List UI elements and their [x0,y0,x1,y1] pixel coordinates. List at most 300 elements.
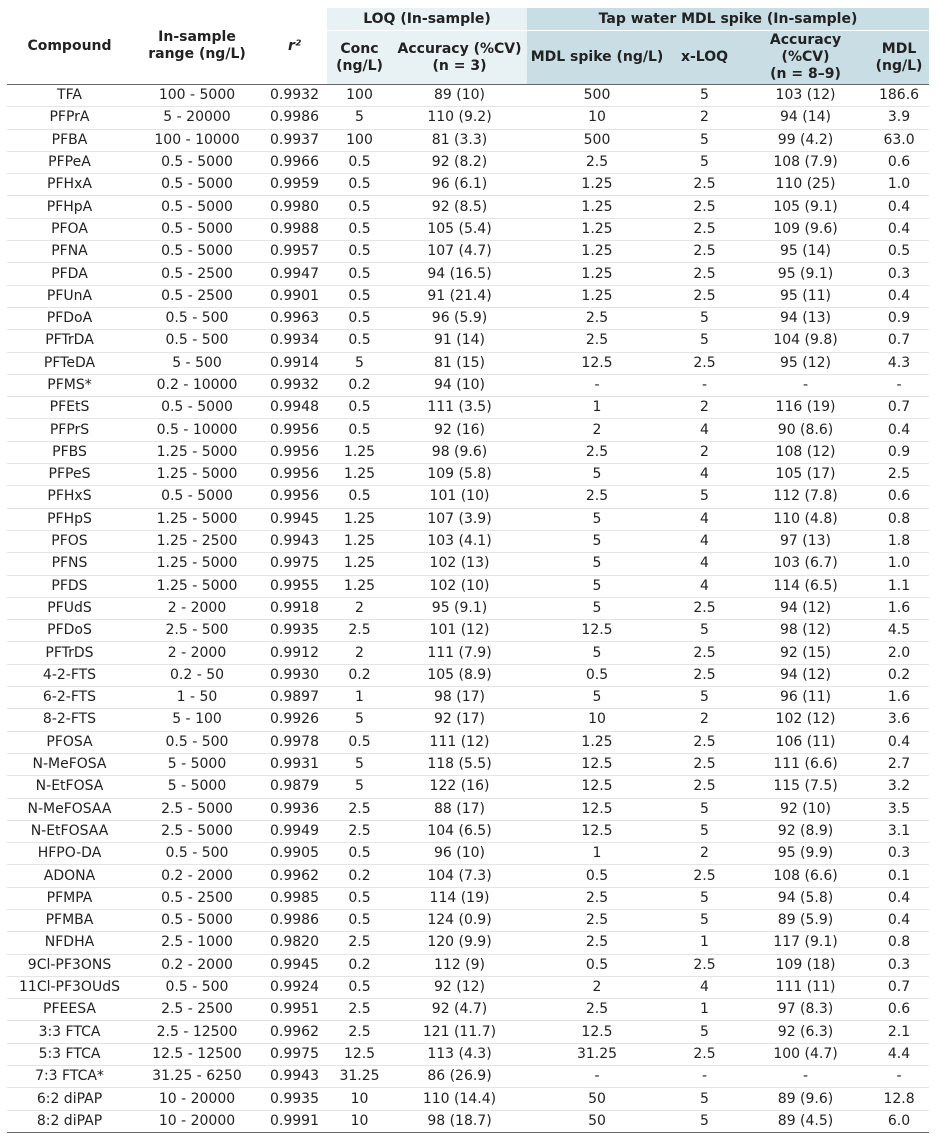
loq-conc-cell: 12.5 [327,1043,392,1065]
xloq-cell: 5 [667,687,742,709]
r2-cell: 0.9962 [262,865,327,887]
mdl-cell: 0.6 [869,999,929,1021]
loq-conc-cell: 1.25 [327,530,392,552]
mdl-cell: 4.3 [869,352,929,374]
tap-accuracy-cell: 104 (9.8) [742,330,869,352]
loq-conc-cell: 0.5 [327,330,392,352]
range-cell: 1.25 - 5000 [132,508,262,530]
range-cell: 2.5 - 500 [132,620,262,642]
loq-conc-cell: 0.2 [327,374,392,396]
mdl-spike-cell: 1 [527,843,667,865]
xloq-cell: 5 [667,486,742,508]
range-cell: 0.2 - 2000 [132,865,262,887]
mdl-spike-cell: 10 [527,107,667,129]
range-cell: 0.5 - 500 [132,307,262,329]
header-accuracy-tap-line1: Accuracy (%CV) [769,32,842,65]
table-row [7,753,929,775]
r2-cell: 0.9959 [262,174,327,196]
compound-cell: N-MeFOSA [7,753,132,775]
r2-cell: 0.9956 [262,441,327,463]
loq-conc-cell: 0.2 [327,954,392,976]
table-row [7,263,929,285]
loq-accuracy-cell: 94 (16.5) [392,263,527,285]
range-cell: 5 - 5000 [132,776,262,798]
mdl-spike-cell: 5 [527,575,667,597]
table-row [7,776,929,798]
range-cell: 0.5 - 2500 [132,263,262,285]
mdl-spike-cell: 1.25 [527,218,667,240]
mdl-spike-cell: 10 [527,709,667,731]
range-cell: 100 - 5000 [132,85,262,107]
loq-accuracy-cell: 103 (4.1) [392,530,527,552]
compound-cell: PFPeA [7,151,132,173]
compound-cell: PFEtS [7,397,132,419]
xloq-cell: 5 [667,85,742,107]
mdl-spike-cell: 5 [527,530,667,552]
tap-accuracy-cell: 89 (4.5) [742,1110,869,1132]
mdl-spike-cell: 12.5 [527,820,667,842]
mdl-cell: 0.7 [869,330,929,352]
mdl-cell: 1.8 [869,530,929,552]
mdl-cell: 0.4 [869,731,929,753]
xloq-cell: 5 [667,307,742,329]
range-cell: 5 - 5000 [132,753,262,775]
mdl-cell: 0.9 [869,307,929,329]
range-cell: 2.5 - 1000 [132,932,262,954]
range-cell: 5 - 500 [132,352,262,374]
header-compound: Compound [7,8,132,85]
table-row [7,887,929,909]
compound-cell: PFOS [7,530,132,552]
mdl-cell: 3.1 [869,820,929,842]
compound-cell: NFDHA [7,932,132,954]
loq-accuracy-cell: 111 (3.5) [392,397,527,419]
xloq-cell: 5 [667,1110,742,1132]
r2-cell: 0.9975 [262,1043,327,1065]
compound-cell: PFOSA [7,731,132,753]
xloq-cell: 2.5 [667,731,742,753]
loq-conc-cell: 0.5 [327,976,392,998]
xloq-cell: 4 [667,976,742,998]
table-row [7,1043,929,1065]
r2-cell: 0.9934 [262,330,327,352]
compound-cell: 7:3 FTCA* [7,1066,132,1088]
loq-accuracy-cell: 121 (11.7) [392,1021,527,1043]
range-cell: 0.5 - 500 [132,330,262,352]
loq-accuracy-cell: 86 (26.9) [392,1066,527,1088]
mdl-cell: 0.4 [869,218,929,240]
table-row [7,1088,929,1110]
xloq-cell: 4 [667,508,742,530]
compound-cell: 11Cl-PF3OUdS [7,976,132,998]
loq-accuracy-cell: 112 (9) [392,954,527,976]
mdl-spike-cell: 2.5 [527,441,667,463]
mdl-cell: 63.0 [869,129,929,151]
tap-accuracy-cell: 95 (12) [742,352,869,374]
mdl-spike-cell: 0.5 [527,865,667,887]
tap-accuracy-cell: 108 (6.6) [742,865,869,887]
loq-accuracy-cell: 92 (17) [392,709,527,731]
range-cell: 0.5 - 5000 [132,218,262,240]
loq-conc-cell: 0.5 [327,263,392,285]
range-cell: 5 - 100 [132,709,262,731]
table-row [7,843,929,865]
header-accuracy-tap [742,31,869,85]
loq-conc-cell: 0.5 [327,174,392,196]
tap-accuracy-cell: 97 (8.3) [742,999,869,1021]
loq-conc-cell: 2.5 [327,932,392,954]
loq-accuracy-cell: 111 (12) [392,731,527,753]
loq-accuracy-cell: 104 (6.5) [392,820,527,842]
xloq-cell: 5 [667,1021,742,1043]
mdl-spike-cell: 2.5 [527,486,667,508]
tap-accuracy-cell: 94 (12) [742,664,869,686]
table-row [7,820,929,842]
tap-accuracy-cell: - [742,374,869,396]
xloq-cell: 5 [667,798,742,820]
mdl-spike-cell: 5 [527,553,667,575]
mdl-cell: - [869,1066,929,1088]
mdl-cell: 3.6 [869,709,929,731]
mdl-cell: 2.0 [869,642,929,664]
loq-accuracy-cell: 95 (9.1) [392,597,527,619]
r2-cell: 0.9943 [262,1066,327,1088]
compound-cell: PFTrDS [7,642,132,664]
mdl-spike-cell: 5 [527,464,667,486]
loq-conc-cell: 1.25 [327,508,392,530]
range-cell: 0.5 - 10000 [132,419,262,441]
r2-cell: 0.9937 [262,129,327,151]
mdl-cell: 0.3 [869,263,929,285]
mdl-spike-cell: 50 [527,1110,667,1132]
xloq-cell: 2.5 [667,241,742,263]
loq-conc-cell: 10 [327,1110,392,1132]
compound-cell: N-MeFOSAA [7,798,132,820]
header-mdl: MDL (ng/L) [869,31,929,85]
table-row [7,709,929,731]
range-cell: 2 - 2000 [132,642,262,664]
table-row [7,909,929,931]
mdl-cell: 1.0 [869,553,929,575]
range-cell: 2 - 2000 [132,597,262,619]
range-cell: 2.5 - 5000 [132,798,262,820]
compound-cell: PFUnA [7,285,132,307]
loq-conc-cell: 1.25 [327,575,392,597]
range-cell: 0.5 - 5000 [132,486,262,508]
tap-accuracy-cell: 95 (9.1) [742,263,869,285]
header-conc: Conc (ng/L) [327,31,392,85]
table-row [7,174,929,196]
loq-accuracy-cell: 81 (15) [392,352,527,374]
tap-accuracy-cell: 105 (17) [742,464,869,486]
loq-accuracy-cell: 81 (3.3) [392,129,527,151]
xloq-cell: - [667,1066,742,1088]
table-row [7,597,929,619]
mdl-cell: 0.4 [869,196,929,218]
mdl-cell: 0.4 [869,285,929,307]
loq-accuracy-cell: 96 (6.1) [392,174,527,196]
table-row [7,865,929,887]
compound-cell: PFDoA [7,307,132,329]
loq-conc-cell: 10 [327,1088,392,1110]
mdl-spike-cell: 2.5 [527,307,667,329]
tap-accuracy-cell: 92 (10) [742,798,869,820]
tap-accuracy-cell: 92 (15) [742,642,869,664]
mdl-spike-cell: 2 [527,976,667,998]
tap-accuracy-cell: 111 (6.6) [742,753,869,775]
range-cell: 1.25 - 5000 [132,553,262,575]
loq-conc-cell: 2 [327,597,392,619]
loq-accuracy-cell: 110 (14.4) [392,1088,527,1110]
compound-cell: 8-2-FTS [7,709,132,731]
table-row [7,1066,929,1088]
range-cell: 1.25 - 2500 [132,530,262,552]
loq-conc-cell: 100 [327,85,392,107]
loq-conc-cell: 0.5 [327,241,392,263]
loq-conc-cell: 0.5 [327,218,392,240]
table-row [7,932,929,954]
loq-accuracy-cell: 114 (19) [392,887,527,909]
xloq-cell: 2 [667,107,742,129]
loq-conc-cell: 0.5 [327,486,392,508]
mdl-cell: 0.4 [869,887,929,909]
compound-cell: ADONA [7,865,132,887]
loq-conc-cell: 1.25 [327,464,392,486]
loq-conc-cell: 2.5 [327,620,392,642]
mdl-cell: 1.0 [869,174,929,196]
compound-cell: PFMS* [7,374,132,396]
mdl-spike-cell: 12.5 [527,352,667,374]
tap-accuracy-cell: 111 (11) [742,976,869,998]
loq-conc-cell: 0.5 [327,196,392,218]
header-mdl-spike: MDL spike (ng/L) [527,31,667,85]
compound-cell: PFEESA [7,999,132,1021]
table-row [7,374,929,396]
xloq-cell: 2 [667,441,742,463]
range-cell: 0.5 - 2500 [132,285,262,307]
compound-cell: PFNS [7,553,132,575]
loq-conc-cell: 31.25 [327,1066,392,1088]
compound-cell: PFOA [7,218,132,240]
tap-accuracy-cell: 114 (6.5) [742,575,869,597]
table-row [7,419,929,441]
range-cell: 0.5 - 2500 [132,887,262,909]
xloq-cell: 4 [667,419,742,441]
r2-cell: 0.9947 [262,263,327,285]
r2-cell: 0.9975 [262,553,327,575]
range-cell: 0.5 - 500 [132,976,262,998]
r2-cell: 0.9988 [262,218,327,240]
r2-cell: 0.9932 [262,85,327,107]
compound-cell: PFTeDA [7,352,132,374]
mdl-spike-cell: 12.5 [527,753,667,775]
loq-accuracy-cell: 101 (10) [392,486,527,508]
range-cell: 2.5 - 2500 [132,999,262,1021]
loq-accuracy-cell: 122 (16) [392,776,527,798]
range-cell: 0.2 - 50 [132,664,262,686]
header-accuracy-loq [392,31,527,85]
compound-cell: HFPO-DA [7,843,132,865]
table-row [7,731,929,753]
table-row [7,129,929,151]
xloq-cell: 5 [667,1088,742,1110]
range-cell: 0.5 - 5000 [132,151,262,173]
range-cell: 2.5 - 12500 [132,1021,262,1043]
compound-cell: 5:3 FTCA [7,1043,132,1065]
tap-accuracy-cell: 112 (7.8) [742,486,869,508]
loq-accuracy-cell: 89 (10) [392,85,527,107]
xloq-cell: 2.5 [667,865,742,887]
xloq-cell: 2.5 [667,1043,742,1065]
range-cell: 0.2 - 2000 [132,954,262,976]
loq-conc-cell: 2.5 [327,999,392,1021]
mdl-cell: 0.2 [869,664,929,686]
tap-accuracy-cell: 109 (9.6) [742,218,869,240]
xloq-cell: 5 [667,620,742,642]
table-row [7,85,929,107]
loq-accuracy-cell: 107 (4.7) [392,241,527,263]
loq-accuracy-cell: 94 (10) [392,374,527,396]
tap-accuracy-cell: 95 (9.9) [742,843,869,865]
header-range: In-sample range (ng/L) [132,8,262,85]
r2-cell: 0.9935 [262,1088,327,1110]
r2-cell: 0.9957 [262,241,327,263]
mdl-cell: 186.6 [869,85,929,107]
mdl-spike-cell: - [527,374,667,396]
loq-conc-cell: 5 [327,753,392,775]
r2-cell: 0.9931 [262,753,327,775]
tap-accuracy-cell: 103 (6.7) [742,553,869,575]
loq-accuracy-cell: 113 (4.3) [392,1043,527,1065]
loq-conc-cell: 0.5 [327,307,392,329]
loq-conc-cell: 0.2 [327,664,392,686]
mdl-spike-cell: 12.5 [527,776,667,798]
mdl-cell: 0.6 [869,486,929,508]
range-cell: 2.5 - 5000 [132,820,262,842]
tap-accuracy-cell: 106 (11) [742,731,869,753]
loq-accuracy-cell: 109 (5.8) [392,464,527,486]
header-loq-group: LOQ (In-sample) [327,8,527,31]
tap-accuracy-cell: 117 (9.1) [742,932,869,954]
loq-conc-cell: 0.5 [327,909,392,931]
xloq-cell: 2.5 [667,642,742,664]
tap-accuracy-cell: 108 (7.9) [742,151,869,173]
r2-cell: 0.9924 [262,976,327,998]
range-cell: 10 - 20000 [132,1088,262,1110]
table-row [7,397,929,419]
xloq-cell: 2.5 [667,352,742,374]
range-cell: 0.5 - 5000 [132,196,262,218]
loq-conc-cell: 5 [327,776,392,798]
table-row [7,1021,929,1043]
r2-cell: 0.9930 [262,664,327,686]
r2-cell: 0.9905 [262,843,327,865]
loq-conc-cell: 0.2 [327,865,392,887]
tap-accuracy-cell: 110 (25) [742,174,869,196]
range-cell: 0.5 - 5000 [132,909,262,931]
mdl-cell: 0.4 [869,419,929,441]
table-row [7,196,929,218]
loq-accuracy-cell: 96 (10) [392,843,527,865]
xloq-cell: 2 [667,843,742,865]
table-row [7,218,929,240]
table-row [7,285,929,307]
compound-cell: 9Cl-PF3ONS [7,954,132,976]
table-row [7,330,929,352]
r2-cell: 0.9932 [262,374,327,396]
mdl-spike-cell: 2.5 [527,909,667,931]
compound-cell: PFDS [7,575,132,597]
r2-cell: 0.9901 [262,285,327,307]
loq-accuracy-cell: 88 (17) [392,798,527,820]
xloq-cell: 4 [667,575,742,597]
loq-accuracy-cell: 110 (9.2) [392,107,527,129]
loq-accuracy-cell: 92 (8.5) [392,196,527,218]
range-cell: 31.25 - 6250 [132,1066,262,1088]
r2-cell: 0.9956 [262,419,327,441]
loq-accuracy-cell: 92 (16) [392,419,527,441]
loq-accuracy-cell: 91 (14) [392,330,527,352]
r2-cell: 0.9935 [262,620,327,642]
loq-conc-cell: 0.5 [327,843,392,865]
mdl-spike-cell: 5 [527,642,667,664]
xloq-cell: 5 [667,820,742,842]
loq-accuracy-cell: 102 (13) [392,553,527,575]
xloq-cell: 2.5 [667,954,742,976]
mdl-spike-cell: 1.25 [527,196,667,218]
r2-cell: 0.9948 [262,397,327,419]
mdl-spike-cell: 12.5 [527,798,667,820]
compound-cell: N-EtFOSAA [7,820,132,842]
mdl-cell: 0.6 [869,151,929,173]
mdl-cell: 4.4 [869,1043,929,1065]
loq-accuracy-cell: 105 (5.4) [392,218,527,240]
header-accuracy-tap-line2: (n = 8–9) [770,66,841,82]
compound-cell: 6-2-FTS [7,687,132,709]
mdl-spike-cell: 2.5 [527,932,667,954]
xloq-cell: 5 [667,909,742,931]
xloq-cell: 5 [667,129,742,151]
compound-cell: PFPrA [7,107,132,129]
loq-conc-cell: 100 [327,129,392,151]
compound-cell: PFTrDA [7,330,132,352]
mdl-cell: 2.1 [869,1021,929,1043]
mdl-spike-cell: 5 [527,508,667,530]
mdl-cell: 1.1 [869,575,929,597]
xloq-cell: 4 [667,464,742,486]
range-cell: 1 - 50 [132,687,262,709]
compound-cell: TFA [7,85,132,107]
compound-cell: PFPeS [7,464,132,486]
range-cell: 0.5 - 5000 [132,241,262,263]
loq-accuracy-cell: 102 (10) [392,575,527,597]
mdl-spike-cell: 500 [527,129,667,151]
r2-cell: 0.9918 [262,597,327,619]
xloq-cell: 2.5 [667,263,742,285]
tap-accuracy-cell: 115 (7.5) [742,776,869,798]
r2-cell: 0.9879 [262,776,327,798]
compound-cell: 6:2 diPAP [7,1088,132,1110]
table-row [7,107,929,129]
mdl-cell: 0.1 [869,865,929,887]
tap-accuracy-cell: 92 (8.9) [742,820,869,842]
loq-accuracy-cell: 91 (21.4) [392,285,527,307]
xloq-cell: 2.5 [667,753,742,775]
r2-cell: 0.9936 [262,798,327,820]
loq-conc-cell: 0.5 [327,151,392,173]
tap-accuracy-cell: 99 (4.2) [742,129,869,151]
compound-cell: PFBS [7,441,132,463]
